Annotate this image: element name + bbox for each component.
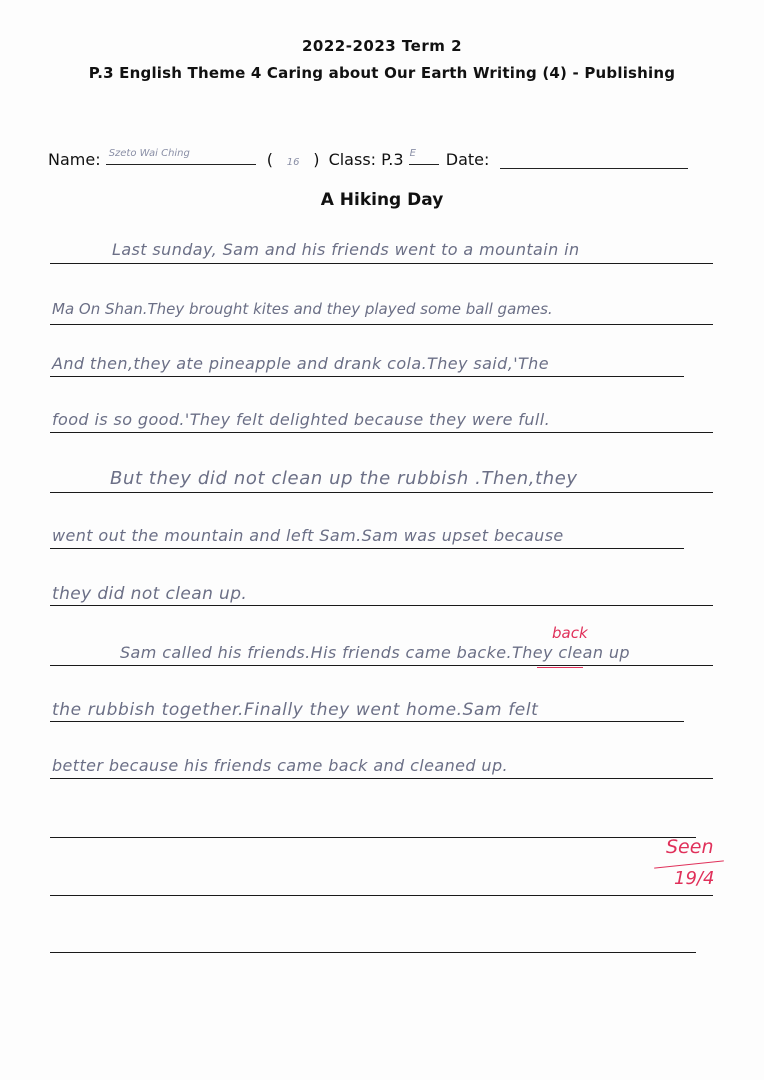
number-close: ): [313, 150, 320, 169]
essay-line-10: better because his friends came back and cleaned up.: [52, 756, 509, 775]
correction-underline: [537, 667, 583, 668]
ruled-line: [50, 492, 713, 493]
number-field: [278, 150, 308, 169]
ruled-line: [50, 778, 713, 779]
ruled-line: [50, 263, 713, 264]
number-value: 16: [286, 157, 300, 168]
essay-line-5: But they did not clean up the rubbish .Then,they: [110, 468, 578, 489]
essay-line-4: food is so good.'They felt delighted because they were full.: [52, 410, 551, 429]
name-field: [106, 146, 256, 165]
class-value: E: [409, 148, 416, 159]
ruled-line: [50, 432, 713, 433]
number-open: (: [266, 150, 274, 169]
essay-line-2: Ma On Shan.They brought kites and they played some ball games.: [52, 300, 553, 318]
ruled-line: [50, 837, 696, 838]
seen-mark: Seen: [666, 836, 714, 858]
class-label: Class: P.3: [328, 150, 404, 169]
date-field: [500, 150, 688, 169]
ruled-line: [50, 952, 696, 953]
teacher-correction: back: [552, 624, 588, 642]
student-info-row: [48, 146, 728, 170]
essay-title: A Hiking Day: [320, 190, 444, 210]
ruled-line: [50, 665, 713, 666]
essay-line-9: the rubbish together.Finally they went home.Sam felt: [52, 700, 539, 720]
term-heading: 2022-2023 Term 2: [301, 37, 463, 55]
essay-line-7: they did not clean up.: [52, 584, 248, 604]
ruled-line: [50, 605, 713, 606]
ruled-line: [50, 324, 713, 325]
name-label: Name:: [48, 150, 101, 169]
worksheet-heading: P.3 English Theme 4 Caring about Our Earth Writing (4) - Publishing: [88, 64, 676, 82]
essay-line-6: went out the mountain and left Sam.Sam was upset because: [52, 526, 564, 545]
ruled-line: [50, 721, 684, 722]
essay-line-1: Last sunday, Sam and his friends went to a mountain in: [112, 240, 580, 259]
class-field: [409, 146, 439, 165]
seen-date: 19/4: [674, 868, 715, 889]
date-label: Date:: [445, 150, 490, 169]
ruled-line: [50, 548, 684, 549]
essay-line-3: And then,they ate pineapple and drank cola.They said,'The: [52, 354, 549, 373]
name-value: Szeto Wai Ching: [108, 148, 190, 159]
essay-line-8: Sam called his friends.His friends came backe.They clean up: [120, 643, 630, 662]
ruled-line: [50, 376, 684, 377]
ruled-line: [50, 895, 713, 896]
